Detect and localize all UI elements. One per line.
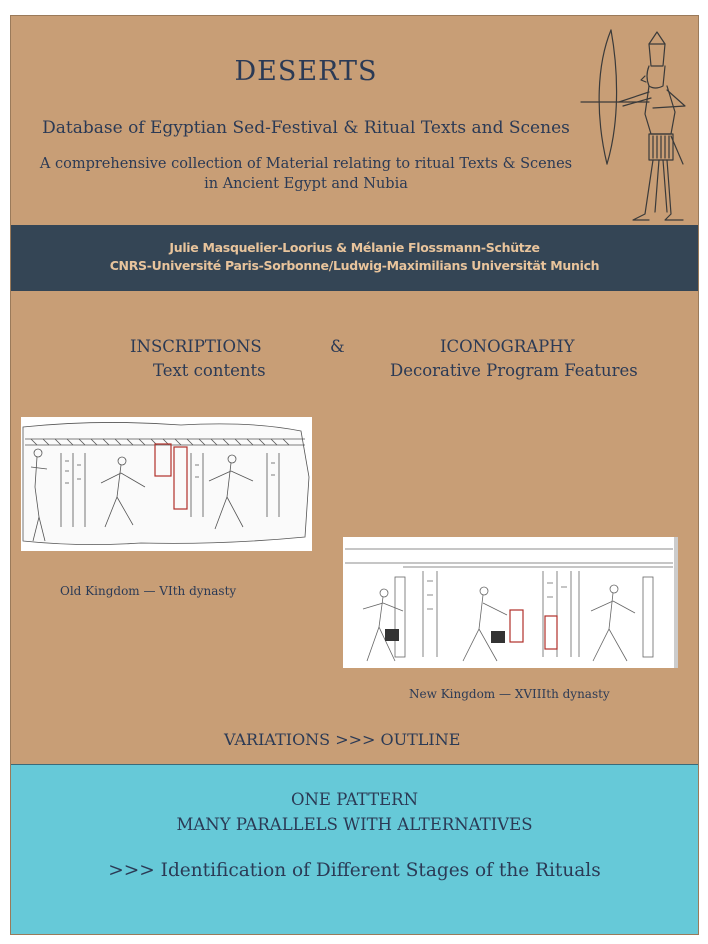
poster-subtitle: Database of Egyptian Sed-Festival & Ritual Texts and Scenes: [42, 118, 570, 138]
poster-description: [11, 154, 601, 194]
variations-outline: VARIATIONS >>> OUTLINE: [224, 730, 461, 749]
conclusion-line-1: ONE PATTERN: [290, 790, 419, 809]
old-kingdom-relief-image: [21, 417, 312, 551]
inscriptions-heading: INSCRIPTIONS: [130, 337, 262, 356]
text-contents-label: Text contents: [153, 361, 266, 380]
pharaoh-archer-drawing: [579, 24, 694, 224]
old-kingdom-caption: Old Kingdom — VIth dynasty: [60, 584, 237, 598]
conclusion-line-2: MANY PARALLELS WITH ALTERNATIVES: [176, 815, 533, 834]
author-institutions: CNRS-Université Paris-Sorbonne/Ludwig-Maximilians Universität Munich: [109, 258, 600, 273]
new-kingdom-caption: New Kingdom — XVIIIth dynasty: [409, 687, 610, 701]
new-kingdom-relief-image: [343, 537, 678, 668]
description-line-1: A comprehensive collection of Material relating to ritual Texts & Scenes: [39, 156, 573, 172]
ampersand: &: [330, 337, 345, 356]
new-kingdom-relief-drawing: [343, 537, 678, 668]
authors-band: [11, 225, 698, 291]
conclusion-line-3: >>> Identification of Different Stages of the Rituals: [108, 860, 601, 881]
conclusion-box: [11, 764, 698, 934]
iconography-heading: ICONOGRAPHY: [440, 337, 575, 356]
old-kingdom-relief-drawing: [21, 417, 312, 551]
poster: [10, 15, 699, 935]
decorative-label: Decorative Program Features: [390, 361, 638, 380]
description-line-2: in Ancient Egypt and Nubia: [204, 176, 408, 192]
poster-title: DESERTS: [234, 56, 378, 87]
author-names: Julie Masquelier-Loorius & Mélanie Flossmann-Schütze: [169, 240, 540, 255]
